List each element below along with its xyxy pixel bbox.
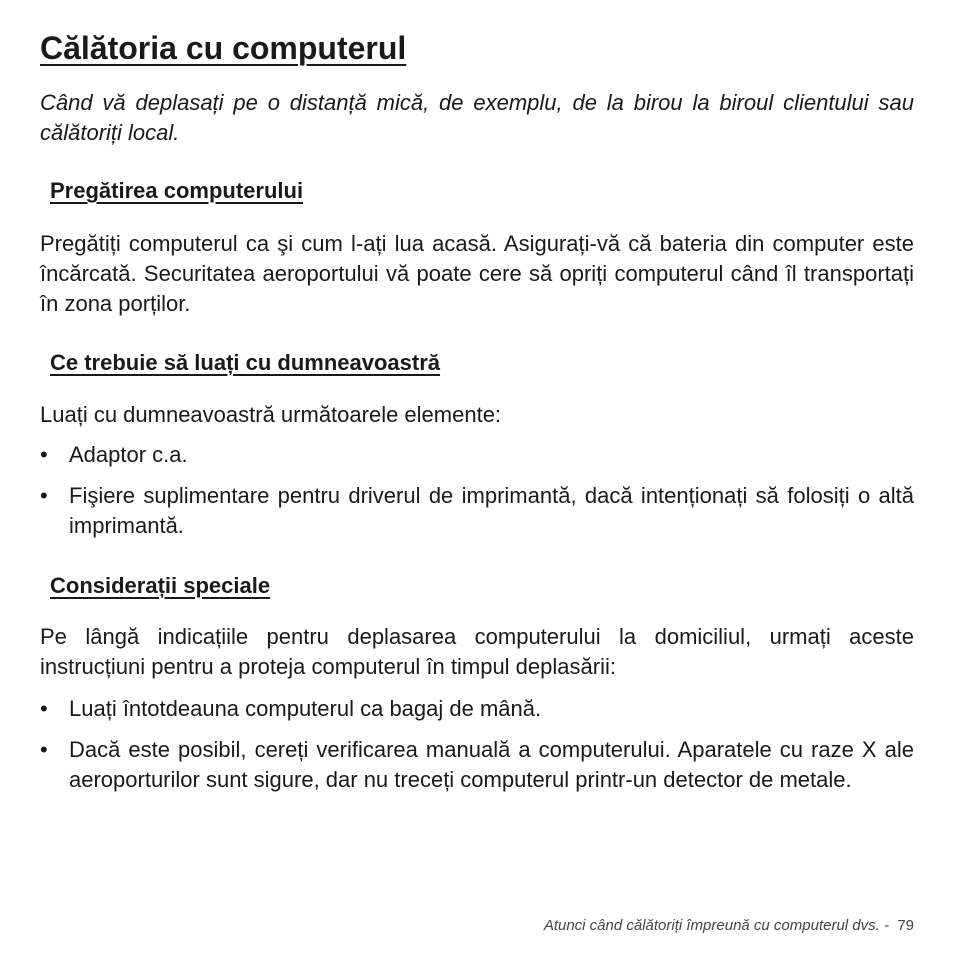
section-heading-preparation: Pregătirea computerului xyxy=(50,178,304,203)
page-footer xyxy=(544,917,914,934)
list-item-text: Adaptor c.a. xyxy=(69,442,188,467)
bullet-marker: • xyxy=(40,737,48,762)
page-number: 79 xyxy=(897,917,914,934)
list-item xyxy=(40,735,914,795)
bullet-marker: • xyxy=(40,696,48,721)
list-item-text: Dacă este posibil, cereți verificarea manuală a computerului. Aparatele cu raze X ale aeroporturilor sunt sigure, dar nu treceți computerul printr-un detector de metale. xyxy=(69,737,914,792)
intro-paragraph: Când vă deplasați pe o distanță mică, de exemplu, de la birou la biroul clientului sau călătoriți local. xyxy=(40,90,914,145)
section-paragraph-special-considerations: Pe lângă indicațiile pentru deplasarea computerului la domiciliul, urmați aceste instrucțiuni pentru a proteja computerul în timpul deplasării: xyxy=(40,624,914,679)
section-paragraph-what-to-bring: Luați cu dumneavoastră următoarele elemente: xyxy=(40,402,502,427)
list-item xyxy=(40,481,914,541)
section-paragraph-preparation: Pregătiți computerul ca şi cum l-ați lua acasă. Asigurați-vă că bateria din computer este încărcată. Securitatea aeroportului vă poate cere să opriți computerul când îl transportați în zona porților. xyxy=(40,231,914,316)
bullet-marker: • xyxy=(40,483,48,508)
page-title: Călătoria cu computerul xyxy=(40,30,407,66)
list-item xyxy=(40,694,914,724)
bullet-marker: • xyxy=(40,442,48,467)
list-item-text: Fişiere suplimentare pentru driverul de imprimantă, dacă intenționați să folosiți o altă imprimantă. xyxy=(69,483,914,538)
section-heading-special-considerations: Considerații speciale xyxy=(50,573,271,598)
section-heading-what-to-bring: Ce trebuie să luați cu dumneavoastră xyxy=(50,350,441,375)
footer-text: Atunci când călătoriți împreună cu computerul dvs. - xyxy=(543,917,898,934)
list-item xyxy=(40,440,914,470)
list-item-text: Luați întotdeauna computerul ca bagaj de mână. xyxy=(69,696,542,721)
